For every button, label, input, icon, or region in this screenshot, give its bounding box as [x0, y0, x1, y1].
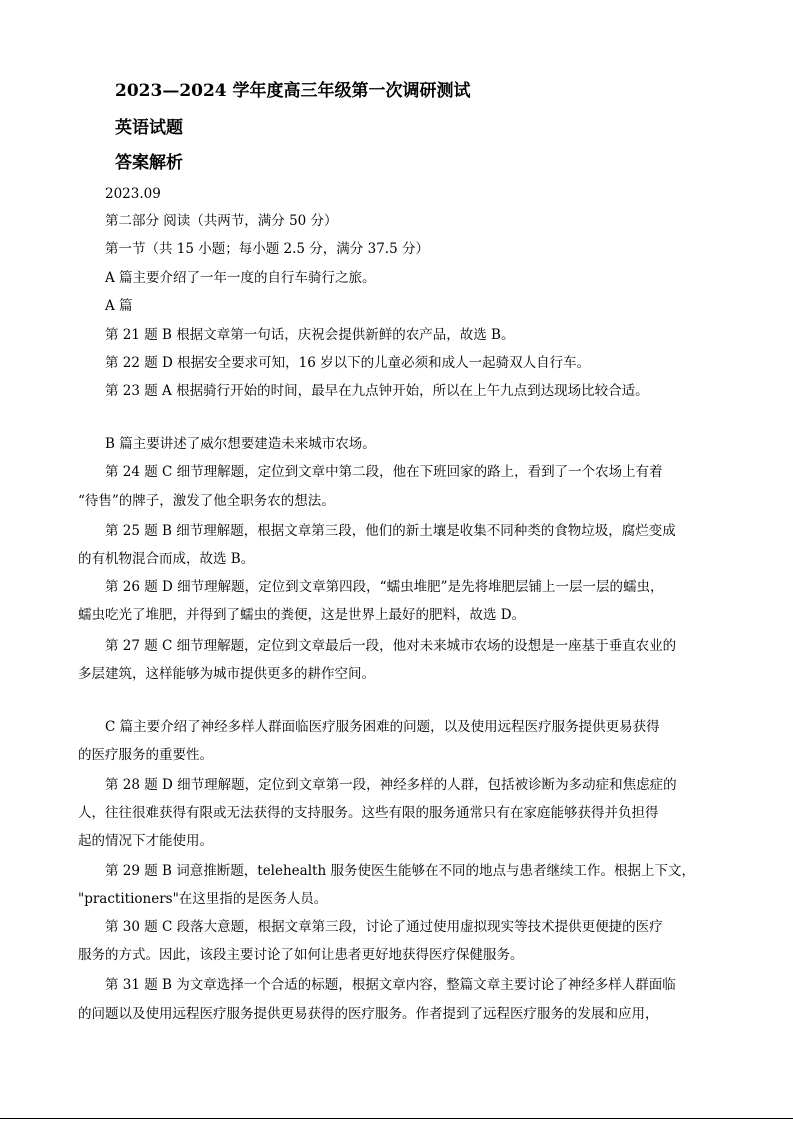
answer-q24-line2: “待售”的牌子，激发了他全职务农的想法。: [78, 493, 335, 509]
exam-title: 2023—2024 学年度高三年级第一次调研测试: [115, 81, 471, 101]
exam-date: 2023.09: [105, 186, 161, 202]
page-bottom-rule: [0, 1118, 793, 1119]
answer-q22: 第 22 题 D 根据安全要求可知，16 岁以下的儿童必须和成人一起骑双人自行车。: [105, 355, 591, 371]
answer-q25-line2: 的有机物混合而成，故选 B。: [78, 551, 255, 567]
doc-type-title: 答案解析: [115, 153, 183, 173]
answer-q25-line1: 第 25 题 B 细节理解题，根据文章第三段，他们的新土壤是收集不同种类的食物垃圾，腐烂变成: [105, 523, 676, 539]
answer-q30-line1: 第 30 题 C 段落大意题，根据文章第三段，讨论了通过使用虚拟现实等技术提供更便捷的医疗: [105, 919, 663, 935]
answer-q31-line2: 的问题以及使用远程医疗服务提供更易获得的医疗服务。作者提到了远程医疗服务的发展和应用，: [78, 1006, 659, 1022]
subject-title: 英语试题: [115, 118, 183, 138]
answer-q28-line3: 起的情况下才能使用。: [78, 833, 213, 849]
answer-q31-line1: 第 31 题 B 为文章选择一个合适的标题，根据文章内容，整篇文章主要讨论了神经多样人群面临: [105, 977, 676, 993]
answer-q26-line2: 蠕虫吃光了堆肥，并得到了蠕虫的粪便，这是世界上最好的肥料，故选 D。: [78, 607, 526, 623]
answer-q24-line1: 第 24 题 C 细节理解题，定位到文章中第二段，他在下班回家的路上，看到了一个农场上有着: [105, 464, 663, 480]
answer-q27-line2: 多层建筑，这样能够为城市提供更多的耕作空间。: [78, 666, 375, 682]
passage-b-summary: B 篇主要讲述了威尔想要建造未来城市农场。: [105, 436, 376, 452]
passage-c-summary-line1: C 篇主要介绍了神经多样人群面临医疗服务困难的问题，以及使用远程医疗服务提供更易获得: [105, 719, 660, 735]
answer-q23: 第 23 题 A 根据骑行开始的时间，最早在九点钟开始，所以在上午九点到达现场比较合适。: [105, 383, 649, 399]
answer-q28-line2: 人，往往很难获得有限或无法获得的支持服务。这些有限的服务通常只有在家庭能够获得并负担得: [78, 805, 659, 821]
section-heading: 第一节（共 15 小题；每小题 2.5 分，满分 37.5 分）: [105, 241, 429, 257]
answer-q29-line2: "practitioners"在这里指的是医务人员。: [78, 891, 328, 907]
passage-c-summary-line2: 的医疗服务的重要性。: [78, 747, 213, 763]
part-heading: 第二部分 阅读（共两节，满分 50 分）: [105, 213, 338, 229]
answer-q29-line1: 第 29 题 B 词意推断题，telehealth 服务使医生能够在不同的地点与患者继续工作。根据上下文，: [105, 863, 695, 879]
passage-a-label: A 篇: [105, 298, 133, 314]
answer-q26-line1: 第 26 题 D 细节理解题，定位到文章第四段，“蠕虫堆肥”是先将堆肥层铺上一层一层的蠕虫，: [105, 579, 664, 595]
answer-q28-line1: 第 28 题 D 细节理解题，定位到文章第一段，神经多样的人群，包括被诊断为多动症和焦虑症的: [105, 777, 677, 793]
answer-q30-line2: 服务的方式。因此，该段主要讨论了如何让患者更好地获得医疗保健服务。: [78, 947, 524, 963]
passage-a-summary: A 篇主要介绍了一年一度的自行车骑行之旅。: [105, 270, 376, 286]
answer-q27-line1: 第 27 题 C 细节理解题，定位到文章最后一段，他对未来城市农场的设想是一座基于垂直农业的: [105, 638, 677, 654]
answer-q21: 第 21 题 B 根据文章第一句话，庆祝会提供新鲜的农产品，故选 B。: [105, 327, 515, 343]
